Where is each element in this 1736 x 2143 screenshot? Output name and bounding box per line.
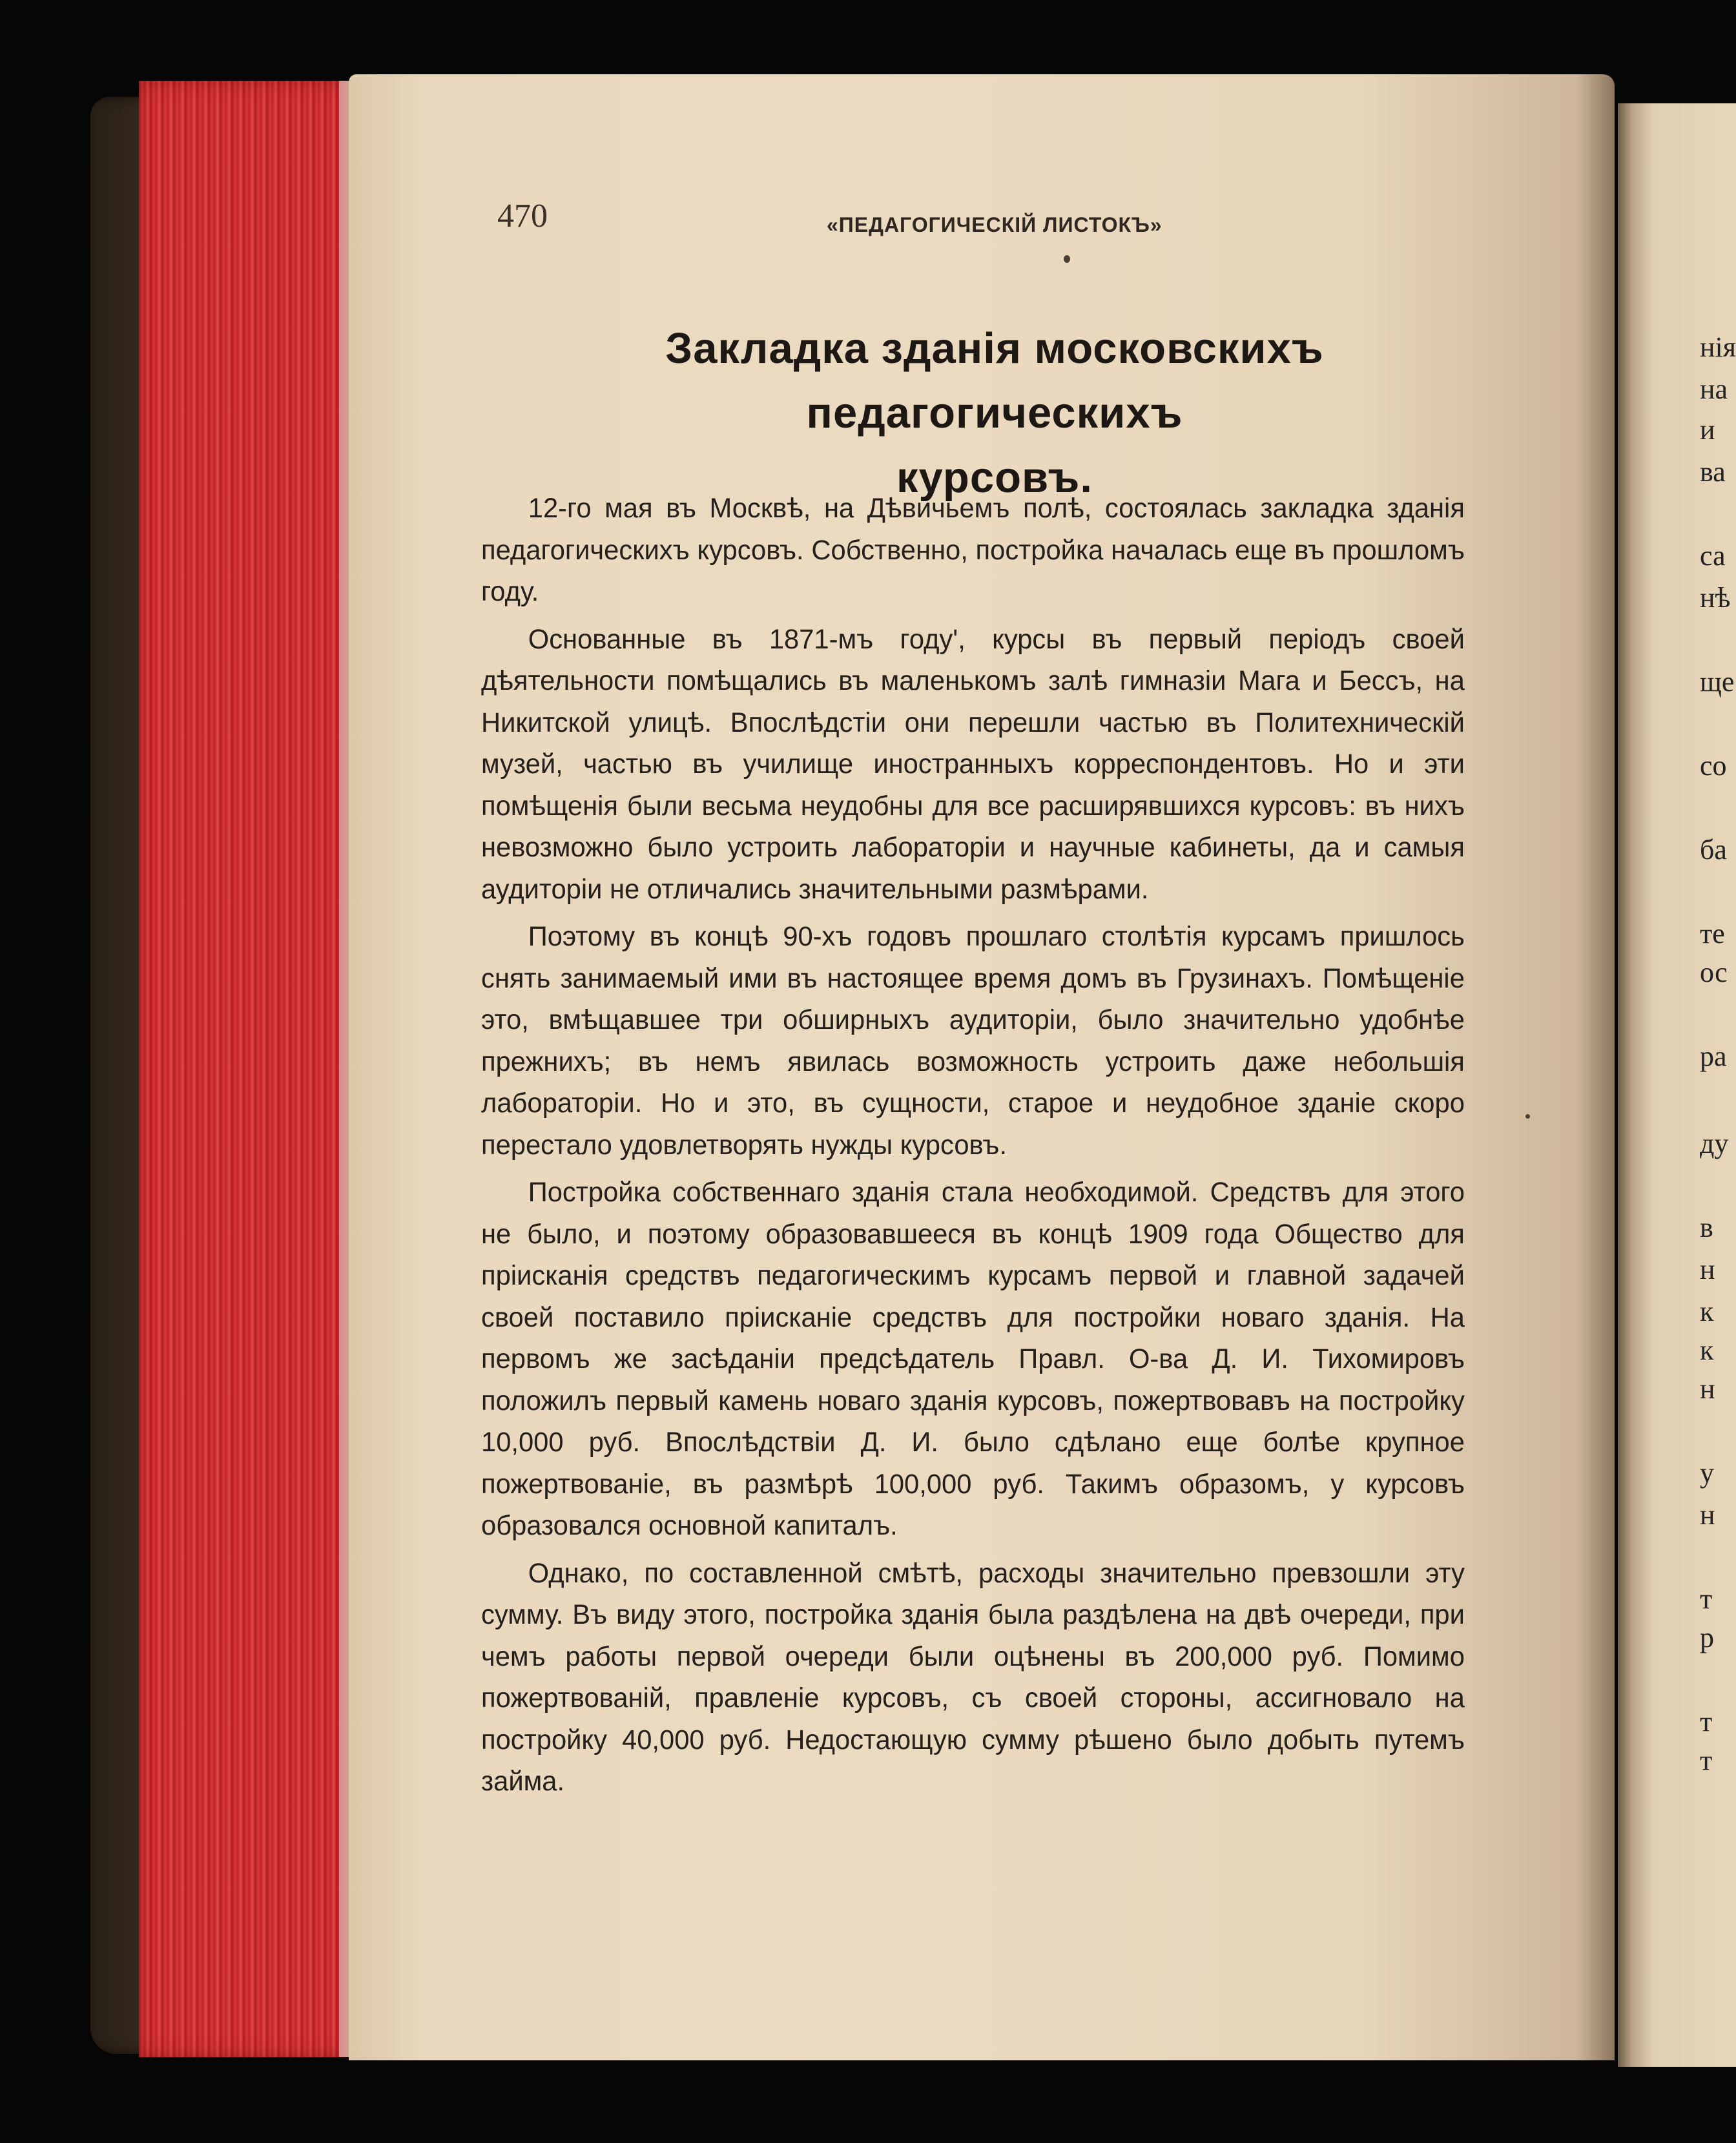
next-page-line-fragment: ва (1700, 456, 1726, 488)
paragraph: Постройка собственнаго зданія стала необходимой. Средствъ для этого не было, и поэтому образовавшееся въ концѣ 1909 года Общество для пріисканія средствъ педагогическимъ курсамъ первой и главной задачей своей поставило пріисканіе средствъ для постройки новаго зданія. На первомъ же засѣданіи предсѣдатель Правл. О-ва Д. И. Тихомировъ положилъ первый камень новаго зданія курсовъ, пожертвовавъ на постройку 10,000 руб. Впослѣдствіи Д. И. было сдѣлано еще болѣе крупное пожертвованіе, въ размѣрѣ 100,000 руб. Такимъ образомъ, у курсовъ образовался основной капиталъ. (481, 1177, 1465, 1541)
ink-speck (1064, 255, 1070, 263)
running-head: «ПЕДАГОГИЧЕСКІЙ ЛИСТОКЪ» (827, 213, 1162, 236)
article-body (481, 488, 1465, 1808)
next-page-line-fragment: на (1700, 373, 1728, 405)
red-page-edges (139, 81, 352, 2057)
paragraph: Однако, по составленной смѣтѣ, расходы значительно превзошли эту сумму. Въ виду этого, постройка зданія была раздѣлена на двѣ очереди, при чемъ работы первой очереди были оцѣнены въ 200,000 руб. Помимо пожертвованій, правленіе курсовъ, съ своей стороны, ассигновало на постройку 40,000 руб. Недостающую сумму рѣшено было добыть путемъ займа. (481, 1557, 1465, 1797)
title-line: курсовъ. (896, 453, 1093, 502)
paragraph: Поэтому въ концѣ 90-хъ годовъ прошлаго столѣтія курсамъ пришлось снять занимаемый ими въ настоящее время домъ въ Грузинахъ. Помѣщеніе это, вмѣщавшее три обширныхъ аудиторіи, было значительно удобнѣе прежнихъ; въ немъ явилась возможность устроить даже небольшія лабораторіи. Но и это, въ сущности, старое и неудобное зданіе скоро перестало удовлетворять нужды курсовъ. (481, 921, 1465, 1161)
ink-speck (1525, 1114, 1530, 1119)
next-page-line-fragment: н (1700, 1499, 1715, 1531)
next-page-line-fragment: н (1700, 1254, 1715, 1285)
next-page-line-fragment: нѣ (1700, 582, 1731, 614)
next-page-line-fragment: ос (1700, 957, 1728, 988)
next-page-line-fragment: ду (1700, 1128, 1729, 1159)
next-page-line-fragment: р (1700, 1622, 1714, 1653)
next-page-line-fragment: нія (1700, 331, 1736, 363)
next-page-line-fragment: и (1700, 414, 1715, 446)
next-page-line-fragment: со (1700, 750, 1727, 782)
next-page-line-fragment: ра (1700, 1040, 1727, 1072)
paragraph: Основанные въ 1871-мъ году', курсы въ первый періодъ своей дѣятельности помѣщались въ маленькомъ залѣ гимназіи Мага и Бессъ, на Никитской улицѣ. Впослѣдстіи они перешли частью въ Политехническій музей, частью въ училище иностранныхъ корреспондентовъ. Но и эти помѣщенія были весьма неудобны для все расширявшихся курсовъ: въ нихъ невозможно было устроить лабораторіи и научные кабинеты, да и самыя аудиторіи не отличались значительными размѣрами. (481, 623, 1465, 905)
title-line: Закладка зданія московскихъ педагогическихъ (665, 324, 1324, 437)
next-page-line-fragment: к (1700, 1334, 1714, 1366)
paragraph: 12-го мая въ Москвѣ, на Дѣвичьемъ полѣ, состоялась закладка зданія педагогическихъ курсовъ. Собственно, постройка началась еще въ прошломъ году. (481, 493, 1465, 607)
next-page-line-fragment: к (1700, 1296, 1714, 1327)
next-page-line-fragment: те (1700, 918, 1725, 949)
next-page-line-fragment: у (1700, 1457, 1714, 1489)
next-page-line-fragment: ба (1700, 834, 1727, 865)
next-page-line-fragment: ще (1700, 666, 1735, 698)
next-page-line-fragment: т (1700, 1744, 1713, 1776)
next-page-line-fragment: са (1700, 540, 1726, 572)
next-page-line-fragment: т (1700, 1706, 1713, 1737)
next-page-line-fragment: н (1700, 1373, 1715, 1405)
next-page-line-fragment: т (1700, 1583, 1713, 1615)
article-title (491, 316, 1498, 510)
page-number: 470 (497, 198, 548, 234)
next-page-line-fragment: в (1700, 1212, 1713, 1243)
